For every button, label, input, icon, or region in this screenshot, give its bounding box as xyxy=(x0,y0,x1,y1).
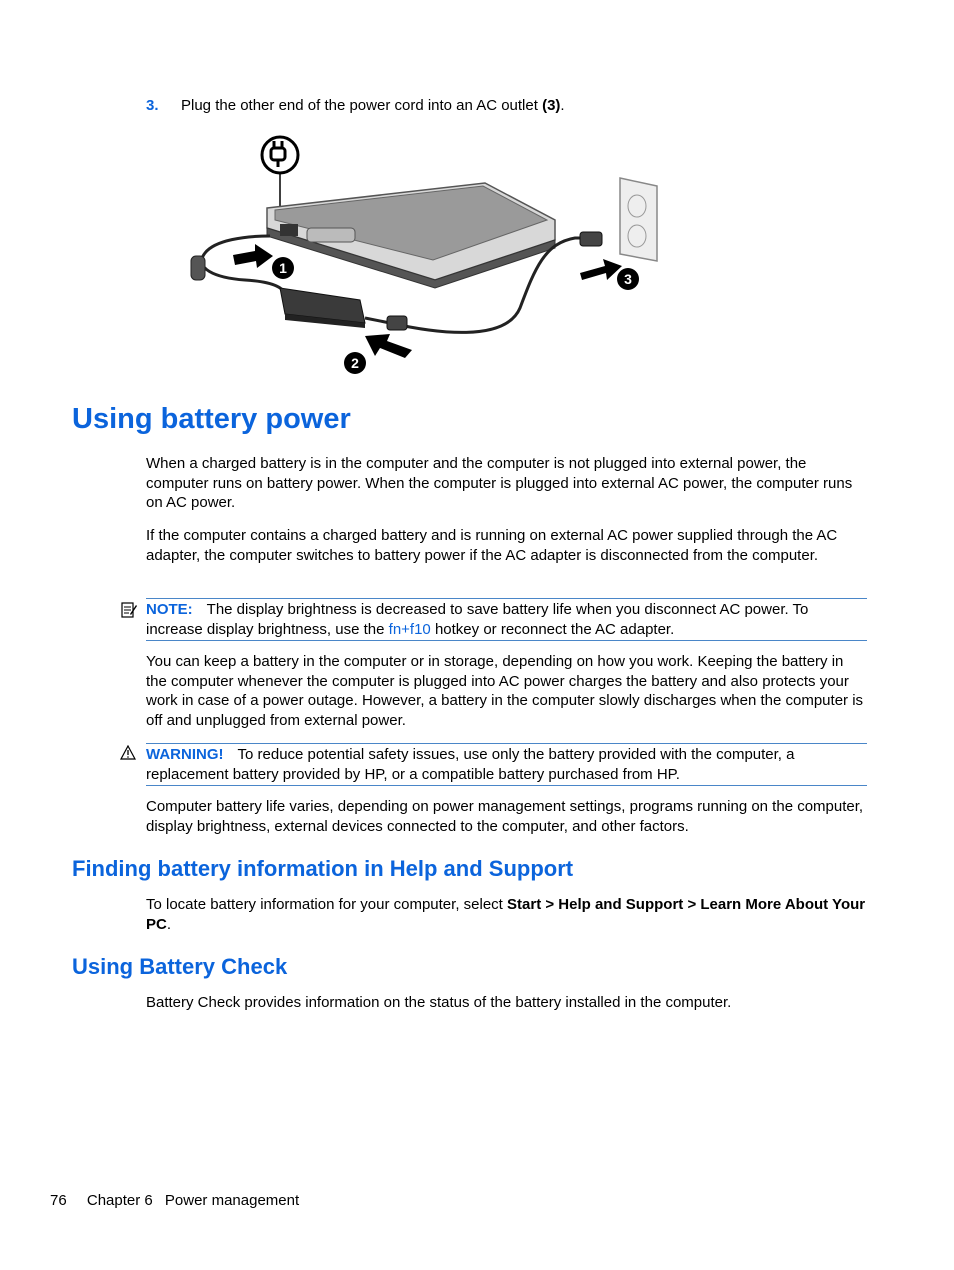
ac-adapter-illustration xyxy=(280,288,365,328)
section-title-finding-battery-information: Finding battery information in Help and Support xyxy=(72,856,574,881)
step-number: 3. xyxy=(146,97,159,114)
section-title-using-battery-power: Using battery power xyxy=(72,403,351,435)
help-support-paragraph: To locate battery information for your computer, select Start > Help and Support > Learn More About Your PC. xyxy=(146,896,866,933)
warning-label: WARNING! xyxy=(146,746,224,763)
callout-2-label: 2 xyxy=(351,355,359,371)
arrow-1 xyxy=(233,244,273,268)
step-text: Plug the other end of the power cord into an AC outlet (3). xyxy=(181,97,565,114)
note-text-before: The display brightness is decreased to save battery life when you disconnect AC power. To increase display brightness, use the xyxy=(146,601,809,638)
page-number: 76 xyxy=(50,1192,67,1209)
help-support-path: Start > Help and Support > Learn More About Your PC xyxy=(146,896,866,933)
ac-connection-figure xyxy=(175,128,675,380)
section-title-using-battery-check: Using Battery Check xyxy=(72,954,288,979)
paragraph-1: When a charged battery is in the computer and the computer is not plugged into external power, the computer runs on battery power. When the computer is plugged into external AC power, the computer runs on AC power. xyxy=(146,455,853,511)
ac-connection-illustration xyxy=(175,128,675,380)
paragraph-3: You can keep a battery in the computer or in storage, depending on how you work. Keeping the battery in the computer whenever the computer is plugged into AC power charges the battery and also protects your work in case of a power outage. However, a battery in the computer slowly discharges when the computer is off and unplugged from external power. xyxy=(146,653,864,729)
warning-callout xyxy=(146,743,867,786)
laptop-illustration xyxy=(267,183,555,288)
step-ref: (3) xyxy=(542,97,561,114)
arrow-2 xyxy=(365,334,412,358)
arrow-3 xyxy=(580,259,622,280)
callout-3 xyxy=(617,268,639,290)
note-hotkey-link[interactable]: fn+f10 xyxy=(388,620,431,638)
footer-chapter: Chapter 6 xyxy=(86,1192,153,1209)
warning-icon xyxy=(120,745,136,765)
callout-3-label: 3 xyxy=(624,271,632,287)
callout-1-label: 1 xyxy=(279,260,287,276)
warning-text: To reduce potential safety issues, use only the battery provided with the computer, a replacement battery provided by HP, or a compatible battery purchased from HP. xyxy=(146,746,795,783)
note-label: NOTE: xyxy=(146,601,193,618)
page-footer xyxy=(50,1192,299,1209)
callout-1 xyxy=(272,257,294,279)
note-text-after: hotkey or reconnect the AC adapter. xyxy=(434,620,675,638)
battery-check-paragraph: Battery Check provides information on the status of the battery installed in the computer. xyxy=(146,994,732,1011)
footer-chapter-title: Power management xyxy=(164,1192,300,1209)
note-icon xyxy=(120,601,138,624)
note-callout xyxy=(146,598,867,641)
wall-outlet-illustration xyxy=(620,178,657,261)
paragraph-4: Computer battery life varies, depending on power management settings, programs running on the computer, display brightness, external devices connected to the computer, and other factors. xyxy=(146,798,864,835)
callout-2 xyxy=(344,352,366,374)
paragraph-2: If the computer contains a charged battery and is running on external AC power supplied through the AC adapter, the computer switches to battery power if the AC adapter is disconnected from the computer. xyxy=(146,527,838,564)
